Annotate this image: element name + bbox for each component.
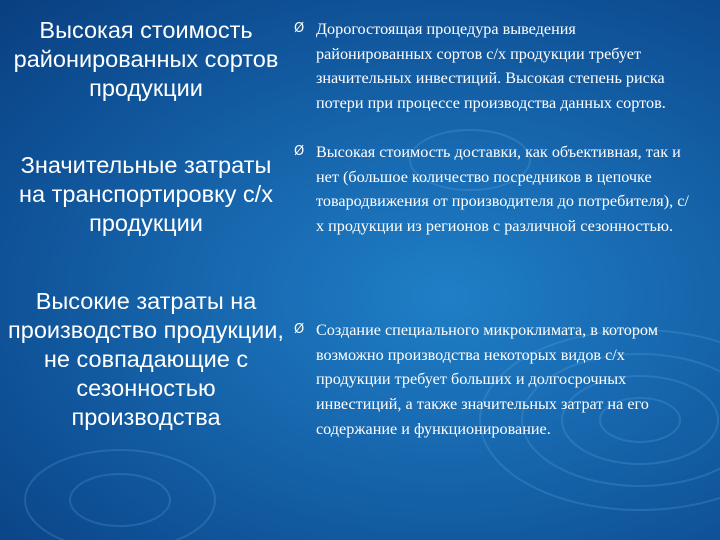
description-off-season-production: Создание специального микроклимата, в котором возможно производства некоторых видов с/х продукции требует больших и долгосрочных инвестиций, а также значительных затрат на его содержание и функционирование. [316, 321, 658, 438]
heading-high-cost-varieties: Высокая стоимость районированных сортов продукции [13, 17, 279, 101]
description-transport-costs: Высокая стоимость доставки, как объективная, так и нет (большое количество посредников в цепочке товародвижения от производителя до потребителя), с/х продукции из регионов с различной сезонностью. [316, 143, 689, 236]
bullet-arrow-icon: Ø [294, 21, 305, 36]
bullet-arrow-icon: Ø [294, 322, 305, 337]
heading-off-season-production: Высокие затраты на производство продукции, не совпадающие с сезонностью производства [8, 288, 284, 430]
description-high-cost-varieties: Дорогостоящая процедура выведения районированных сортов с/х продукции требует значительных инвестиций. Высокая степень риска потери при процессе производства данных сортов. [316, 20, 666, 113]
bullet-arrow-icon: Ø [294, 144, 305, 159]
heading-transport-costs: Значительные затраты на транспортировку с/х продукции [19, 152, 273, 236]
